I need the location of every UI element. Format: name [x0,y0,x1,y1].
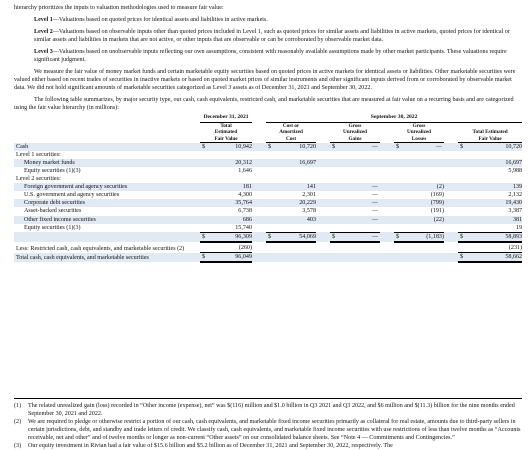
level2-definition [14,28,522,44]
table-row-other-fixed [14,216,522,224]
table-row-less-restricted [14,242,522,253]
currency-symbol: $ [266,232,276,242]
cell-sep-2022: (231) [468,242,522,253]
level2-text: —Valuations based on observable inputs other than quoted prices included in Level 1, such as quoted prices for similar assets and liabilities in active markets, quoted prices for identical or similar assets and liabilities in markets that are not active, or other inputs that are observable or can be corroborated by observable market data. [34,29,510,44]
fair-value-table [14,114,522,263]
row-label: Less: Restricted cash, cash equivalents, and marketable securities (2) [16,245,185,252]
currency-symbol: $ [458,143,468,152]
cell-dec-2021: 10,942 [210,143,252,152]
cell-sep-2022: 19 [468,224,522,233]
cell-dec-2021: 181 [210,183,252,191]
table-row-equity-level2 [14,224,522,233]
currency-symbol: $ [200,232,210,242]
footnote-1 [14,402,522,418]
footnote-text: The related unrealized gain (loss) recorded in “Other income (expense), net” was $(116) million and $1.0 billion in Q3 2021 and Q3 2022, and $6 million and $(11.3) billion for the nine months ended September 30, 2021 and 2022. [28,403,515,418]
cell-losses: (2) [404,183,444,191]
footnotes [14,398,522,450]
level3-definition [14,48,522,64]
cell-gains: — [371,208,379,215]
cell-sep-2022: 58,662 [468,253,522,263]
cell-cost: 20,229 [276,199,316,207]
date-header-row [14,114,522,122]
cell-cost: 10,720 [276,143,316,152]
cell-cost: 54,069 [276,232,316,242]
document-page [14,0,522,263]
cell-dec-2021: 96,309 [210,232,252,242]
cell-dec-2021: (260) [210,242,252,253]
row-label: Level 1 securities: [16,152,61,159]
date-december-2021: December 31, 2021 [200,114,252,122]
cell-sep-2022: 3,387 [508,208,523,215]
cell-gains: — [340,232,380,242]
cell-losses: — [404,143,444,152]
col-unrealized-losses: Gross Unrealized Losses [394,122,444,143]
cell-sep-2022: 58,893 [468,232,522,242]
cell-dec-2021: 20,312 [210,159,252,167]
table-row-cash [14,143,522,152]
footnote-key: (3) [14,443,22,450]
table-row-us-gov [14,191,522,199]
table-row-level2-header [14,175,522,183]
level1-text: —Valuations based on quoted prices for identical assets and liabilities in active markets. [52,17,268,24]
hierarchy-line: hierarchy prioritizes the inputs to valuation methodologies used to measure fair value: [14,5,224,11]
table-intro-paragraph: The following table summarizes, by major security type, our cash, cash equivalents, restricted cash, and marketable securities that are measured at fair value on a recurring basis and are categorized using the fair value hierarchy (in millions): [14,97,514,112]
row-label: Cash [14,143,200,152]
cell-cost: 16,697 [276,159,316,167]
cell-gains: — [340,199,380,207]
row-label: U.S. government and agency securities [24,192,120,199]
currency-symbol: $ [394,232,404,242]
footnote-2 [14,418,522,442]
col-total-fair-value-2021: Total Estimated Fair Value [200,122,252,143]
level3-label: Level 3 [34,49,53,56]
row-label: Level 2 securities: [16,176,61,183]
currency-symbol: $ [200,253,210,263]
row-label: Equity securities (1)(3) [24,225,81,232]
table-row-corporate-debt [14,199,522,207]
col-amortized-cost: Cost or Amortized Cost [266,122,316,143]
cell-gains: — [340,216,380,224]
table-row-asset-backed [14,207,522,215]
footnote-3 [14,442,522,450]
cell-losses: (169) [430,192,445,199]
cell-dec-2021: 4,300 [238,192,253,199]
footnote-text: We are required to pledge or otherwise restrict a portion of our cash, cash equivalents, and marketable fixed income securities primarily as collateral for real estate, amounts due to third-party sellers in certain jurisdictions, debt, and standby and trade letters of credit. We classify cash, cash equivalents, and marketable fixed income securities with use restrictions of less than twelve months as “Accounts receivable, net and other” and of twelve months or longer as non-current “Other assets” on our consolidated balance sheets. See “Note 4 — Commitments and Contingencies.” [28,419,521,442]
row-label: Equity securities (1)(3) [24,168,81,175]
row-label: Asset-backed securities [24,208,82,215]
cell-gains: — [340,183,380,191]
row-label: Corporate debt securities [14,199,200,207]
currency-symbol: $ [330,143,340,152]
cell-dec-2021: 35,764 [210,199,252,207]
cell-losses: (1,183) [404,232,444,242]
cell-gains: — [371,192,379,199]
currency-symbol: $ [458,232,468,242]
cell-losses: (22) [404,216,444,224]
cell-cost: 2,301 [302,192,317,199]
cell-dec-2021: 6,738 [238,208,253,215]
cell-sep-2022: 5,988 [508,168,523,175]
level1-definition [14,16,522,24]
table-row-foreign-gov [14,183,522,191]
level3-text: —Valuations based on unobservable inputs reflecting our own assumptions, consistent with reasonably available assumptions made by other market participants. These valuations require significant judgment. [34,49,507,64]
row-label: Money market funds [14,159,200,167]
cell-sep-2022: 19,430 [468,199,522,207]
table-row-total [14,232,522,242]
footnote-key: (1) [14,403,22,409]
cell-sep-2022: 10,720 [468,143,522,152]
cell-dec-2021: 686 [210,216,252,224]
row-label: Other fixed income securities [14,216,200,224]
cell-dec-2021: 96,049 [210,253,252,263]
cell-gains: — [340,143,380,152]
cell-losses: (191) [430,208,445,215]
table-row-equity-level1 [14,167,522,175]
table-row-grand-total [14,253,522,263]
row-label: Foreign government and agency securities [14,183,200,191]
cell-dec-2021: 15,740 [210,224,252,233]
currency-symbol: $ [458,253,468,263]
date-september-2022: September 30, 2022 [266,114,522,122]
cell-cost: 403 [276,216,316,224]
table-row-level1-header [14,151,522,159]
table-row-money-market [14,159,522,167]
level2-label: Level 2 [34,29,53,36]
footnote-text: Our equity investment in Rivian had a fair value of $15.6 billion and $5.2 billion as of December 31, 2021 and September 30, 2022, respectively. The [28,443,393,450]
column-header-row [14,122,522,143]
cell-sep-2022: 2,132 [508,192,523,199]
cell-dec-2021: 1,646 [238,168,253,175]
footnote-key: (2) [14,419,22,426]
cell-cost: 3,578 [302,208,317,215]
currency-symbol: $ [266,143,276,152]
cell-sep-2022: 381 [468,216,522,224]
measurement-paragraph: We measure the fair value of money market funds and certain marketable equity securities based on quoted prices in active markets for identical assets or liabilities. Other marketable securities were valued either based on recent trades of securities in inactive markets or based on quoted market prices of similar instruments and other significant inputs derived from or corroborated by observable market data. We did not hold significant amounts of marketable securities categorized as Level 3 assets as of December 31, 2021 and September 30, 2022. [14,69,516,92]
cell-cost: 141 [276,183,316,191]
cell-losses: (799) [404,199,444,207]
currency-symbol: $ [200,143,210,152]
currency-symbol: $ [394,143,404,152]
level1-label: Level 1 [34,17,53,24]
cell-sep-2022: 16,697 [468,159,522,167]
col-unrealized-gains: Gross Unrealized Gains [330,122,380,143]
row-label: Total cash, cash equivalents, and marketable securities [14,253,200,263]
col-total-fair-value-2022: Total Estimated Fair Value [458,122,522,143]
cell-sep-2022: 139 [468,183,522,191]
currency-symbol: $ [330,232,340,242]
